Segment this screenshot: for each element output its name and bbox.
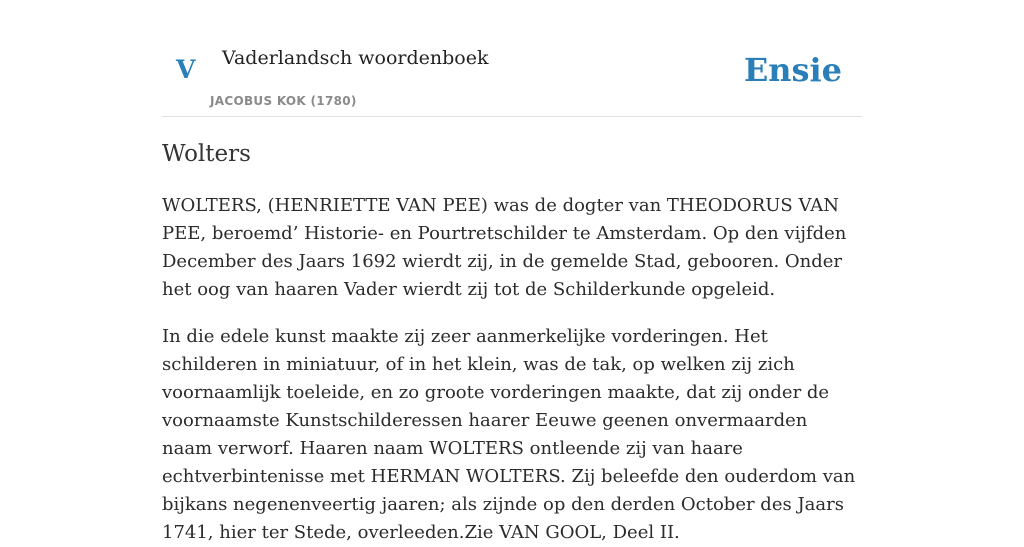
article [162,138,862,547]
entry-title: Wolters [162,141,251,167]
dictionary-author[interactable]: JACOBUS KOK (1780) [210,94,357,108]
ensie-logo-link[interactable]: Ensie [743,51,842,89]
entry-paragraph-2: In die edele kunst maakte zij zeer aanmerkelijke vorderingen. Het schilderen in miniatuur, of in het klein, was de tak, op welken zij zich voornaamlijk toeleide, en zo groote vorderingen maakte, dat zij onder de voornaamste Kunstschilderessen haarer Eeuwe geenen onvermaarden naam verworf. Haaren naam WOLTERS ontleende zij van haare echtverbintenisse met HERMAN WOLTERS. Zij beleefde den ouderdom van bijkans negenenveertig jaaren; als zijnde op den derden October des Jaars 1741, hier ter Stede, overleeden.Zie VAN GOOL, Deel II. [162,326,856,543]
dictionary-letter[interactable]: V [176,55,196,84]
entry-paragraph-1: WOLTERS, (HENRIETTE VAN PEE) was de dogter van THEODORUS VAN PEE, beroemd’ Historie- en Pourtretschilder te Amsterdam. Op den vijfden December des Jaars 1692 wierdt zij, in de gemelde Stad, gebooren. Onder het oog van haaren Vader wierdt zij tot de Schilderkunde opgeleid. [162,195,847,300]
dictionary-title[interactable]: Vaderlandsch woordenboek [222,47,489,69]
dictionary-header [162,0,862,117]
